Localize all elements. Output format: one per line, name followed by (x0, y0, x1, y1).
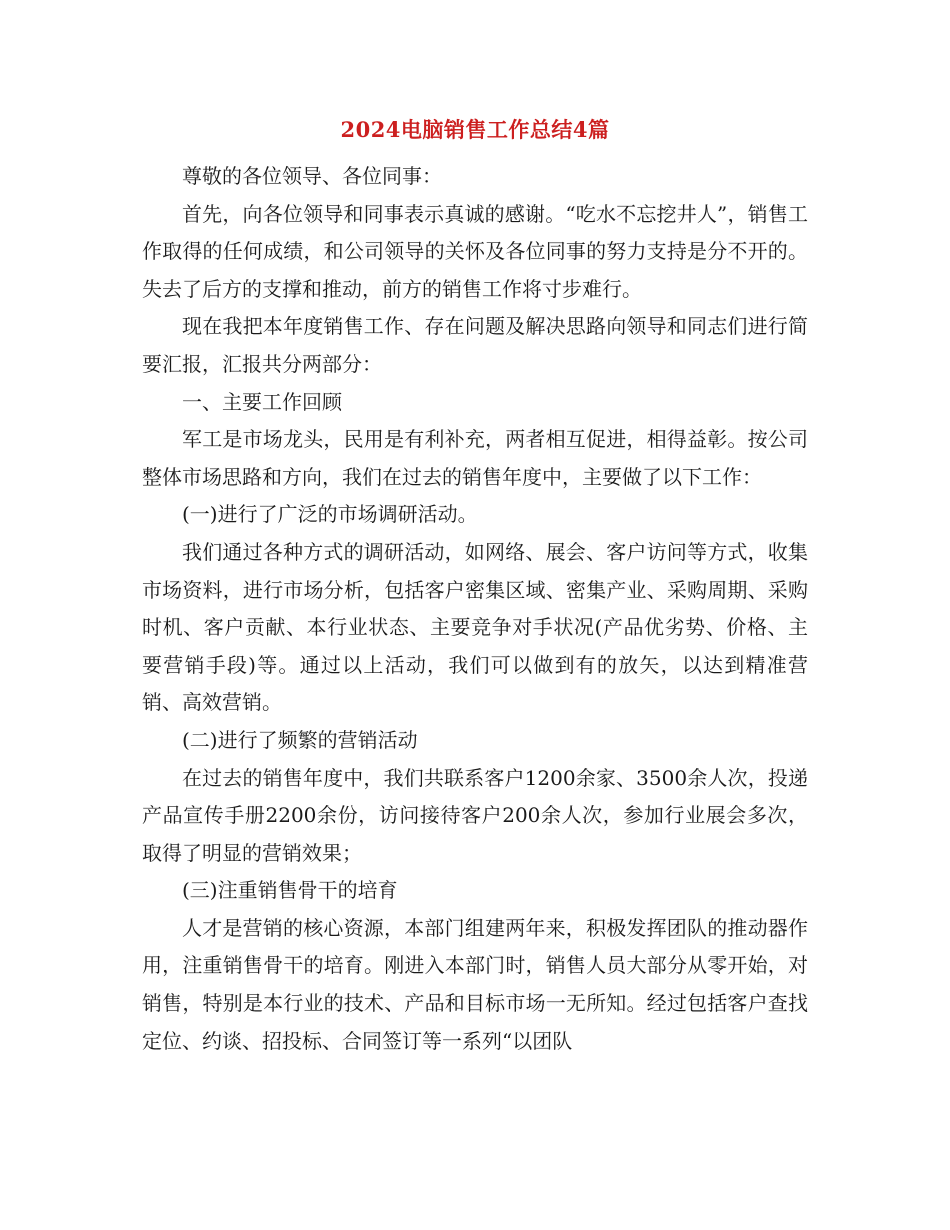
subheading-market-research: (一)进行了广泛的市场调研活动。 (182, 502, 478, 527)
document-title: 2024电脑销售工作总结4篇 (340, 117, 610, 142)
document-body (142, 158, 808, 1060)
paragraph-thanks: 首先，向各位领导和同事表示真诚的感谢。“吃水不忘挖井人”，销售工作取得的任何成绩，和公司领导的关怀及各位同事的努力支持是分不开的。失去了后方的支撑和推动，前方的销售工作将寸步难行。 (142, 201, 808, 301)
paragraph-market-research: 我们通过各种方式的调研活动，如网络、展会、客户访问等方式，收集市场资料，进行市场分析，包括客户密集区域、密集产业、采购周期、采购时机、客户贡献、本行业状态、主要竞争对手状况(产品优劣势、价格、主要营销手段)等。通过以上活动，我们可以做到有的放矢，以达到精准营销、高效营销。 (142, 539, 808, 715)
section-heading-main-work: 一、主要工作回顾 (182, 389, 342, 414)
paragraph-market-strategy: 军工是市场龙头，民用是有利补充，两者相互促进，相得益彰。按公司整体市场思路和方向，我们在过去的销售年度中，主要做了以下工作： (142, 427, 808, 489)
subheading-marketing-activities: (二)进行了频繁的营销活动 (182, 727, 418, 752)
paragraph-sales-staff-training: 人才是营销的核心资源，本部门组建两年来，积极发挥团队的推动器作用，注重销售骨干的培育。刚进入本部门时，销售人员大部分从零开始，对销售，特别是本行业的技术、产品和目标市场一无所知。经过包括客户查找定位、约谈、招投标、合同签订等一系列“以团队 (142, 915, 808, 1053)
paragraph-greeting: 尊敬的各位领导、各位同事： (182, 164, 442, 188)
paragraph-marketing-activities: 在过去的销售年度中，我们共联系客户1200余家、3500余人次，投递产品宣传手册2200余份，访问接待客户200余人次，参加行业展会多次，取得了明显的营销效果； (142, 765, 808, 865)
paragraph-report-intro: 现在我把本年度销售工作、存在问题及解决思路向领导和同志们进行简要汇报，汇报共分两部分： (142, 314, 808, 376)
subheading-sales-staff-training: (三)注重销售骨干的培育 (182, 878, 398, 903)
